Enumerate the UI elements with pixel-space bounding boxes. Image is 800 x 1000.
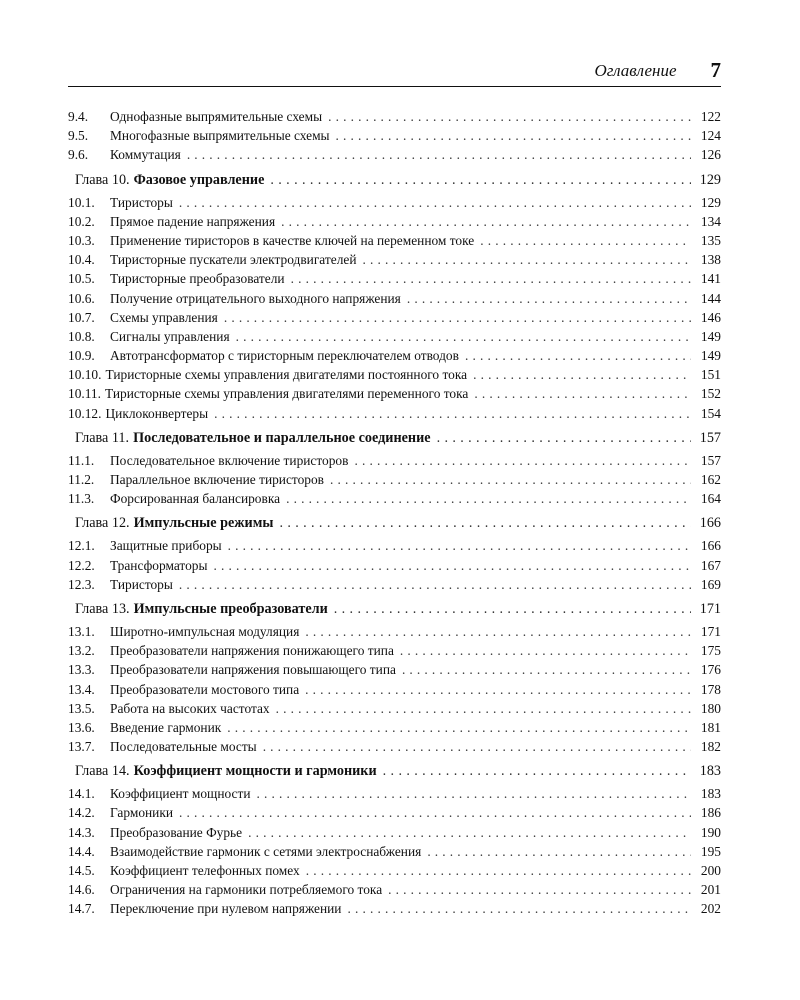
toc-section-entry: [68, 193, 721, 212]
dot-leader: [305, 622, 691, 641]
dot-leader: [336, 126, 691, 145]
toc-page-number: 146: [700, 309, 721, 325]
dot-leader: [179, 575, 691, 594]
toc-section-entry: [68, 107, 721, 126]
section-number: 10.6.: [68, 290, 95, 306]
dot-leader: [270, 167, 691, 193]
section-title: Сигналы управления: [110, 328, 230, 344]
toc-page-number: 141: [700, 271, 721, 287]
toc-page-number: 149: [700, 328, 721, 344]
section-title: Коэффициент телефонных помех: [110, 863, 300, 878]
dot-leader: [328, 107, 691, 126]
toc-section-entry: [68, 470, 721, 489]
section-title: Трансформаторы: [110, 557, 208, 573]
section-number: 14.6.: [68, 882, 95, 898]
toc-section-entry: [68, 718, 721, 737]
section-title: Гармоники: [110, 805, 174, 821]
toc-section-entry: [68, 823, 721, 842]
section-title: Параллельное включение тиристоров: [110, 472, 324, 487]
toc-section-entry: [68, 250, 721, 269]
section-title: Циклоконвертеры: [105, 405, 209, 421]
section-number: 10.2.: [68, 213, 95, 229]
running-header-title: Оглавление: [594, 61, 677, 80]
dot-leader: [291, 269, 691, 288]
toc-section-entry: [68, 699, 721, 718]
toc-section-entry: [68, 737, 721, 756]
toc-page-number: 171: [699, 600, 721, 617]
toc-section-entry: [68, 212, 721, 231]
toc-page-number: 122: [700, 109, 721, 124]
toc-page-number: 124: [700, 128, 721, 144]
dot-leader: [407, 289, 691, 308]
dot-leader: [179, 803, 691, 822]
toc-section-entry: [68, 346, 721, 365]
chapter-title: Фазовое управление: [133, 171, 265, 188]
toc-chapter-entry: [68, 758, 721, 784]
dot-leader: [473, 365, 691, 384]
section-number: 10.7.: [68, 309, 95, 325]
section-title: Тиристорные схемы управления двигателями переменного тока: [104, 386, 469, 402]
section-title: Тиристорные схемы управления двигателями постоянного тока: [105, 367, 468, 383]
toc-chapter-entry: [68, 510, 721, 536]
section-number: 13.7.: [68, 739, 95, 755]
section-number: 10.11.: [68, 386, 101, 402]
dot-leader: [347, 899, 691, 918]
toc-page-number: 167: [700, 557, 721, 573]
chapter-label: Глава 11.: [75, 429, 130, 446]
section-number: 12.3.: [68, 576, 95, 592]
dot-leader: [330, 470, 691, 489]
section-number: 11.1.: [68, 452, 95, 468]
toc-page-number: 149: [700, 348, 721, 364]
section-number: 13.5.: [68, 700, 95, 716]
toc-page-number: 157: [699, 429, 721, 446]
toc-page-number: 166: [699, 515, 721, 532]
dot-leader: [400, 641, 691, 660]
running-header: [68, 56, 721, 87]
section-number: 14.1.: [68, 786, 95, 802]
toc-page-number: 138: [700, 252, 721, 268]
toc-page-number: 176: [700, 662, 721, 678]
page-number: 7: [710, 58, 721, 82]
section-title: Коэффициент мощности: [110, 786, 251, 802]
toc-section-entry: [68, 861, 721, 880]
toc-section-entry: [68, 126, 721, 145]
section-title: Защитные приборы: [110, 538, 222, 554]
section-number: 13.1.: [68, 623, 95, 639]
toc-page-number: 186: [700, 805, 721, 821]
toc-page-number: 183: [699, 763, 721, 780]
section-title: Введение гармоник: [110, 719, 222, 735]
toc-page-number: 154: [700, 405, 721, 421]
toc-section-entry: [68, 784, 721, 803]
toc-section-entry: [68, 575, 721, 594]
section-title: Прямое падение напряжения: [110, 213, 276, 229]
toc-page-number: 202: [700, 901, 721, 917]
dot-leader: [474, 384, 691, 403]
dot-leader: [286, 489, 691, 508]
section-number: 10.8.: [68, 328, 95, 344]
toc-page-number: 166: [700, 538, 721, 554]
toc-page-number: 134: [700, 213, 721, 229]
section-title: Коммутация: [110, 147, 181, 163]
section-title: Автотрансформатор с тиристорным переключателем отводов: [110, 348, 459, 364]
dot-leader: [354, 451, 691, 470]
dot-leader: [402, 660, 691, 679]
chapter-title: Коэффициент мощности и гармоники: [133, 763, 377, 780]
section-number: 14.2.: [68, 805, 95, 821]
toc-section-entry: [68, 451, 721, 470]
dot-leader: [224, 308, 691, 327]
dot-leader: [427, 842, 691, 861]
section-number: 9.5.: [68, 128, 89, 144]
section-title: Последовательное включение тиристоров: [110, 452, 349, 468]
toc-section-entry: [68, 489, 721, 508]
section-number: 10.12.: [68, 405, 102, 421]
dot-leader: [179, 193, 691, 212]
chapter-label: Глава 14.: [75, 763, 130, 780]
toc-page-number: 200: [700, 863, 721, 878]
section-title: Получение отрицательного выходного напряжения: [110, 290, 401, 306]
chapter-label: Глава 10.: [75, 171, 130, 188]
dot-leader: [214, 404, 691, 423]
section-title: Преобразователи напряжения повышающего типа: [110, 662, 396, 678]
section-title: Схемы управления: [110, 309, 218, 325]
toc-page-number: 129: [699, 171, 721, 188]
toc-page-number: 181: [700, 719, 721, 735]
section-title: Тиристорные пускатели электродвигателей: [110, 252, 357, 268]
section-title: Ограничения на гармоники потребляемого тока: [110, 882, 383, 898]
dot-leader: [236, 327, 691, 346]
dot-leader: [227, 718, 691, 737]
toc-page-number: 164: [700, 491, 721, 507]
toc-page-number: 144: [700, 290, 721, 306]
dot-leader: [480, 231, 691, 250]
section-number: 14.5.: [68, 863, 95, 878]
toc-section-entry: [68, 308, 721, 327]
toc-section-entry: [68, 404, 721, 423]
toc-page-number: 151: [700, 367, 721, 383]
section-title: Последовательные мосты: [110, 739, 257, 755]
section-title: Тиристоры: [110, 576, 173, 592]
chapter-label: Глава 13.: [75, 600, 130, 617]
toc-page-number: 126: [700, 147, 721, 163]
toc-page-number: 171: [700, 623, 721, 639]
toc-section-entry: [68, 622, 721, 641]
chapter-label: Глава 12.: [75, 515, 130, 532]
dot-leader: [437, 425, 691, 451]
toc-page-number: 183: [700, 786, 721, 802]
toc-page-number: 190: [700, 824, 721, 840]
section-number: 10.3.: [68, 232, 95, 248]
section-number: 12.1.: [68, 538, 95, 554]
table-of-contents: [68, 107, 721, 919]
dot-leader: [383, 758, 691, 784]
section-number: 13.4.: [68, 681, 95, 697]
section-title: Работа на высоких частотах: [110, 700, 270, 716]
section-title: Однофазные выпрямительные схемы: [110, 109, 323, 124]
section-number: 10.1.: [68, 194, 95, 210]
toc-page-number: 180: [700, 700, 721, 716]
section-title: Переключение при нулевом напряжении: [110, 901, 342, 917]
toc-section-entry: [68, 641, 721, 660]
section-number: 14.7.: [68, 901, 95, 917]
toc-section-entry: [68, 384, 721, 403]
toc-page-number: 169: [700, 576, 721, 592]
dot-leader: [279, 510, 691, 536]
chapter-title: Импульсные преобразователи: [133, 600, 328, 617]
dot-leader: [334, 596, 691, 622]
toc-page-number: 201: [700, 882, 721, 898]
toc-page-number: 195: [700, 843, 721, 859]
dot-leader: [228, 536, 691, 555]
section-title: Взаимодействие гармоник с сетями электроснабжения: [110, 843, 422, 859]
section-number: 10.9.: [68, 348, 95, 364]
dot-leader: [281, 212, 691, 231]
dot-leader: [388, 880, 691, 899]
toc-section-entry: [68, 899, 721, 918]
dot-leader: [305, 680, 691, 699]
chapter-title: Последовательное и параллельное соединение: [133, 429, 431, 446]
section-number: 9.4.: [68, 109, 89, 124]
toc-page-number: 129: [700, 194, 721, 210]
section-number: 10.5.: [68, 271, 95, 287]
toc-page-number: 182: [700, 739, 721, 755]
toc-page-number: 175: [700, 643, 721, 659]
toc-section-entry: [68, 231, 721, 250]
toc-section-entry: [68, 880, 721, 899]
dot-leader: [465, 346, 691, 365]
section-title: Форсированная балансировка: [110, 491, 281, 507]
section-title: Многофазные выпрямительные схемы: [110, 128, 330, 144]
toc-page-number: 162: [700, 472, 721, 487]
section-number: 11.2.: [68, 472, 95, 487]
section-number: 11.3.: [68, 491, 95, 507]
toc-section-entry: [68, 680, 721, 699]
toc-section-entry: [68, 660, 721, 679]
section-number: 13.6.: [68, 719, 95, 735]
toc-section-entry: [68, 289, 721, 308]
toc-section-entry: [68, 536, 721, 555]
toc-page-number: 135: [700, 232, 721, 248]
section-title: Применение тиристоров в качестве ключей на переменном токе: [110, 232, 475, 248]
dot-leader: [248, 823, 691, 842]
section-number: 13.3.: [68, 662, 95, 678]
dot-leader: [187, 145, 691, 164]
dot-leader: [214, 556, 692, 575]
toc-section-entry: [68, 365, 721, 384]
section-title: Тиристоры: [110, 194, 173, 210]
toc-page-number: 152: [700, 386, 721, 402]
dot-leader: [263, 737, 691, 756]
toc-page-number: 178: [700, 681, 721, 697]
toc-page-number: 157: [700, 452, 721, 468]
toc-section-entry: [68, 842, 721, 861]
chapter-title: Импульсные режимы: [133, 515, 274, 532]
section-title: Широтно-импульсная модуляция: [110, 623, 300, 639]
dot-leader: [306, 861, 691, 880]
section-number: 10.10.: [68, 367, 102, 383]
dot-leader: [276, 699, 691, 718]
toc-section-entry: [68, 556, 721, 575]
section-title: Преобразователи напряжения понижающего типа: [110, 643, 394, 659]
section-title: Преобразователи мостового типа: [110, 681, 300, 697]
dot-leader: [363, 250, 692, 269]
section-number: 9.6.: [68, 147, 89, 163]
toc-chapter-entry: [68, 596, 721, 622]
section-number: 10.4.: [68, 252, 95, 268]
toc-chapter-entry: [68, 425, 721, 451]
section-number: 13.2.: [68, 643, 95, 659]
toc-chapter-entry: [68, 167, 721, 193]
section-title: Преобразование Фурье: [110, 824, 243, 840]
section-title: Тиристорные преобразователи: [110, 271, 285, 287]
section-number: 14.4.: [68, 843, 95, 859]
toc-section-entry: [68, 803, 721, 822]
toc-section-entry: [68, 145, 721, 164]
section-number: 12.2.: [68, 557, 95, 573]
toc-section-entry: [68, 327, 721, 346]
toc-section-entry: [68, 269, 721, 288]
dot-leader: [257, 784, 691, 803]
section-number: 14.3.: [68, 824, 95, 840]
